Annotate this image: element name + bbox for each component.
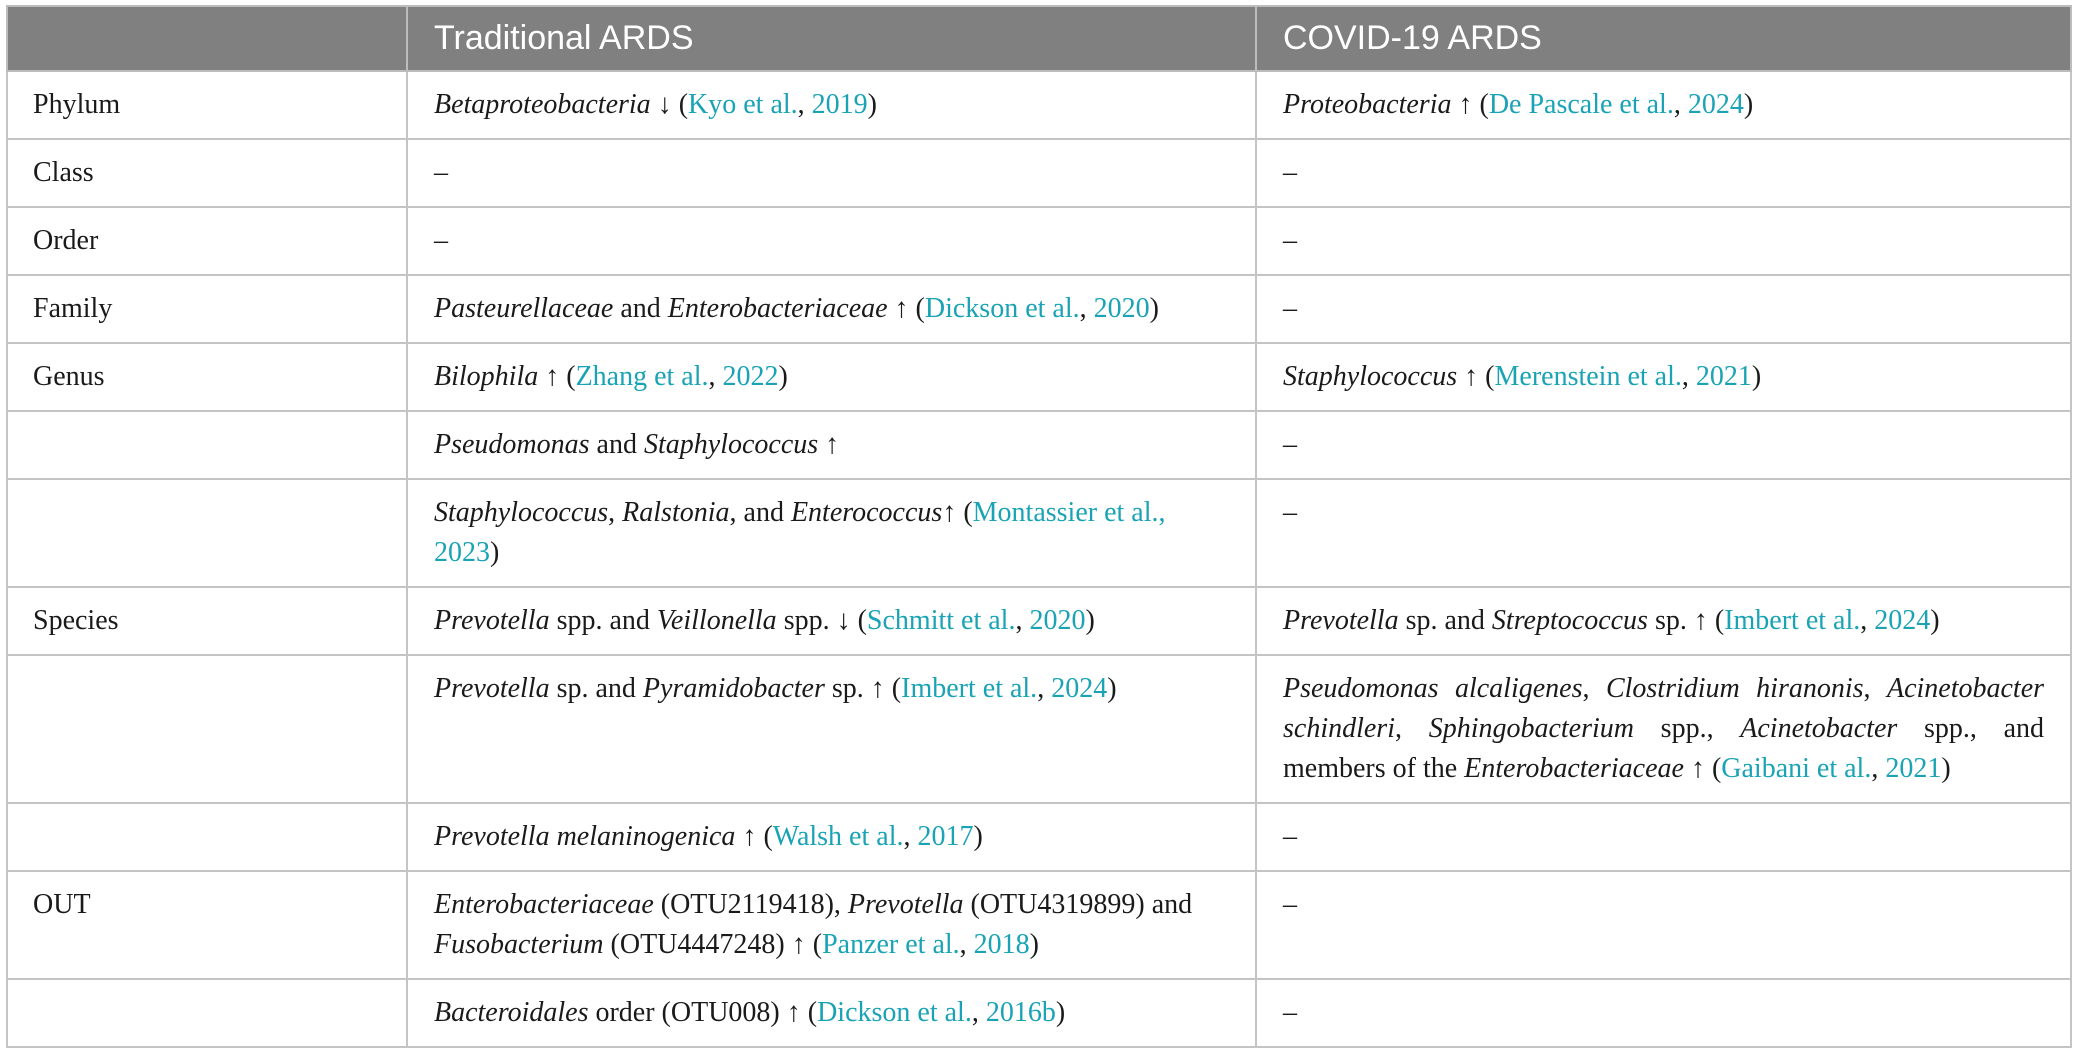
taxon-name: Prevotella [847, 889, 964, 920]
cell-text: ) [1055, 997, 1066, 1028]
header-covid19-ards: COVID-19 ARDS [1256, 6, 2071, 71]
cell-text: ) [973, 821, 983, 852]
cell-text: , [1871, 753, 1886, 784]
cell-text: sp. and [1398, 605, 1492, 636]
cell-text: ) [1029, 929, 1039, 960]
taxon-name: Enterobacteriaceae [1464, 753, 1684, 784]
cell-text: ↑ ( [942, 497, 973, 528]
cell-text: , [959, 929, 974, 960]
taxon-level-cell: Species [7, 587, 407, 655]
cell-text: ) [867, 89, 877, 120]
taxon-name: Pseudomonas [434, 429, 590, 460]
citation-link[interactable]: 2022 [722, 361, 779, 392]
traditional-ards-cell [407, 275, 1256, 343]
taxon-level-cell: Phylum [7, 71, 407, 139]
cell-text: ) [1751, 361, 1762, 392]
covid19-ards-cell [1256, 479, 2071, 587]
taxon-name: Pyramidobacter [642, 673, 825, 704]
citation-link[interactable]: 2018 [973, 929, 1030, 960]
taxon-level-cell [7, 479, 407, 587]
traditional-ards-cell [407, 587, 1256, 655]
taxon-name: Prevotella [434, 673, 550, 704]
cell-text: – [434, 157, 448, 188]
citation-link[interactable]: 2024 [1687, 89, 1744, 120]
citation-link[interactable]: 2021 [1885, 753, 1942, 784]
taxon-name: Prevotella [1283, 605, 1399, 636]
table-row [7, 139, 2071, 207]
cell-text: , [1860, 605, 1875, 636]
covid19-ards-cell [1256, 411, 2071, 479]
cell-text: (OTU4319899) and [963, 889, 1193, 920]
cell-text: – [1283, 997, 1297, 1028]
taxon-name: Ralstonia [622, 497, 730, 528]
citation-link[interactable]: Merenstein et al. [1494, 361, 1682, 392]
traditional-ards-cell [407, 71, 1256, 139]
table-row [7, 655, 2071, 803]
covid19-ards-cell [1256, 139, 2071, 207]
citation-link[interactable]: 2023 [434, 537, 490, 568]
cell-text: ↑ ( [1457, 361, 1495, 392]
table-body [7, 71, 2071, 1047]
covid19-ards-cell [1256, 803, 2071, 871]
citation-link[interactable]: 2024 [1051, 673, 1108, 704]
citation-link[interactable]: Imbert et al. [901, 673, 1038, 704]
cell-text: , [1079, 293, 1094, 324]
citation-link[interactable]: 2020 [1029, 605, 1086, 636]
traditional-ards-cell [407, 655, 1256, 803]
taxon-name: Prevotella melaninogenica [434, 821, 736, 852]
citation-link[interactable]: 2020 [1093, 293, 1150, 324]
cell-text: , [971, 997, 986, 1028]
cell-text: – [1283, 293, 1297, 324]
taxon-level-cell [7, 655, 407, 803]
cell-text: sp. ↑ ( [1647, 605, 1725, 636]
cell-text: , [608, 497, 623, 528]
cell-text: ↑ ( [1683, 753, 1722, 784]
taxon-name: Prevotella [434, 605, 550, 636]
taxon-level-cell [7, 803, 407, 871]
table-row [7, 207, 2071, 275]
table-row [7, 343, 2071, 411]
taxon-name: Pasteurellaceae [434, 293, 614, 324]
citation-link[interactable]: Zhang et al. [575, 361, 709, 392]
taxon-name: Enterobacteriaceae [434, 889, 654, 920]
header-traditional-ards: Traditional ARDS [407, 6, 1256, 71]
traditional-ards-cell [407, 803, 1256, 871]
traditional-ards-cell [407, 979, 1256, 1047]
traditional-ards-cell [407, 871, 1256, 979]
cell-text: , [1863, 673, 1887, 704]
citation-link[interactable]: Kyo et al. [688, 89, 798, 120]
taxon-name: Acinetobacter [1740, 713, 1898, 744]
table-row [7, 275, 2071, 343]
citation-link[interactable]: Walsh et al. [772, 821, 904, 852]
taxon-name: Veillonella [656, 605, 777, 636]
covid19-ards-cell [1256, 343, 2071, 411]
traditional-ards-cell [407, 479, 1256, 587]
citation-link[interactable]: 2024 [1874, 605, 1931, 636]
traditional-ards-cell [407, 343, 1256, 411]
cell-text: – [1283, 821, 1297, 852]
cell-text: – [1283, 889, 1297, 920]
cell-text: and [613, 293, 668, 324]
cell-text: and [589, 429, 644, 460]
citation-link[interactable]: De Pascale et al. [1488, 89, 1674, 120]
taxon-level-cell: Family [7, 275, 407, 343]
covid19-ards-cell [1256, 587, 2071, 655]
citation-link[interactable]: Schmitt et al. [866, 605, 1016, 636]
cell-text: , [1681, 361, 1696, 392]
taxon-name: Staphylococcus [1283, 361, 1458, 392]
cell-text: spp., and members of the [1283, 713, 2045, 784]
cell-text: ↑ ( [887, 293, 925, 324]
cell-text: ) [1107, 673, 1117, 704]
cell-text: spp. and [549, 605, 657, 636]
covid19-ards-cell [1256, 871, 2071, 979]
table-row [7, 979, 2071, 1047]
taxon-level-cell: OUT [7, 871, 407, 979]
citation-link[interactable]: Panzer et al. [822, 929, 960, 960]
taxon-name: Staphylococcus [643, 429, 819, 460]
cell-text: , [708, 361, 723, 392]
taxon-name: Clostridium hiranonis [1605, 673, 1864, 704]
cell-text: ↑ ( [735, 821, 773, 852]
ards-microbiome-table [6, 5, 2072, 1048]
header-taxon-level [7, 6, 407, 71]
taxon-name: Staphylococcus [434, 497, 609, 528]
cell-text: (OTU2119418), [653, 889, 848, 920]
taxon-name: Fusobacterium [434, 929, 604, 960]
taxon-name: Enterococcus [790, 497, 943, 528]
cell-text: , [1037, 673, 1052, 704]
cell-text: – [434, 225, 448, 256]
traditional-ards-cell [407, 139, 1256, 207]
cell-text: ) [490, 537, 500, 568]
citation-link[interactable]: 2021 [1695, 361, 1752, 392]
cell-text: – [1283, 225, 1297, 256]
taxon-level-cell: Class [7, 139, 407, 207]
cell-text: – [1283, 429, 1297, 460]
cell-text: ) [778, 361, 788, 392]
cell-text: , and [729, 497, 791, 528]
covid19-ards-cell [1256, 207, 2071, 275]
cell-text: ↑ ( [538, 361, 576, 392]
cell-text: (OTU4447248) ↑ ( [603, 929, 823, 960]
citation-link[interactable]: Dickson et al. [817, 997, 972, 1028]
cell-text: ↑ [818, 429, 840, 460]
cell-text: spp. ↓ ( [776, 605, 867, 636]
cell-text: , [1673, 89, 1688, 120]
cell-text: spp., [1634, 713, 1741, 744]
citation-link[interactable]: Imbert et al. [1724, 605, 1861, 636]
cell-text: , [1395, 713, 1429, 744]
cell-text: , [1015, 605, 1030, 636]
citation-link[interactable]: Montassier et al., [972, 497, 1166, 528]
taxon-name: Proteobacteria [1283, 89, 1452, 120]
comparison-table-container [6, 5, 2070, 1048]
citation-link[interactable]: 2017 [917, 821, 974, 852]
traditional-ards-cell [407, 207, 1256, 275]
cell-text: ) [1743, 89, 1754, 120]
citation-link[interactable]: Gaibani et al. [1721, 753, 1872, 784]
taxon-name: Bilophila [434, 361, 539, 392]
taxon-name: Pseudomonas alcaligenes [1283, 673, 1583, 704]
citation-link[interactable]: 2019 [811, 89, 868, 120]
table-row [7, 587, 2071, 655]
cell-text: sp. ↑ ( [824, 673, 902, 704]
taxon-name: Sphingobacterium [1428, 713, 1634, 744]
taxon-name: Enterobacteriaceae [667, 293, 888, 324]
cell-text: ) [1941, 753, 1951, 784]
cell-text: – [1283, 157, 1297, 188]
taxon-name: Betaproteobacteria [434, 89, 651, 120]
citation-link[interactable]: Dickson et al. [924, 293, 1080, 324]
covid19-ards-cell [1256, 979, 2071, 1047]
covid19-ards-cell [1256, 655, 2071, 803]
cell-text: ) [1930, 605, 1940, 636]
taxon-name: Streptococcus [1491, 605, 1648, 636]
cell-text: ↑ ( [1451, 89, 1489, 120]
citation-link[interactable]: 2016b [985, 997, 1056, 1028]
cell-text: ) [1149, 293, 1159, 324]
table-row [7, 479, 2071, 587]
cell-text: , [797, 89, 812, 120]
covid19-ards-cell [1256, 275, 2071, 343]
cell-text: ↓ ( [650, 89, 689, 120]
taxon-name: Bacteroidales [434, 997, 589, 1028]
cell-text: sp. and [549, 673, 643, 704]
cell-text: – [1283, 497, 1297, 528]
cell-text: order (OTU008) ↑ ( [588, 997, 818, 1028]
table-row [7, 871, 2071, 979]
table-row [7, 411, 2071, 479]
table-row [7, 71, 2071, 139]
cell-text: , [1582, 673, 1606, 704]
taxon-level-cell: Order [7, 207, 407, 275]
covid19-ards-cell [1256, 71, 2071, 139]
taxon-level-cell [7, 411, 407, 479]
cell-text: , [903, 821, 918, 852]
taxon-level-cell: Genus [7, 343, 407, 411]
taxon-name: Acinetobacter schindleri [1283, 673, 2045, 744]
table-row [7, 803, 2071, 871]
header-row [7, 6, 2071, 71]
table-header [7, 6, 2071, 71]
cell-text: ) [1085, 605, 1095, 636]
taxon-level-cell [7, 979, 407, 1047]
traditional-ards-cell [407, 411, 1256, 479]
